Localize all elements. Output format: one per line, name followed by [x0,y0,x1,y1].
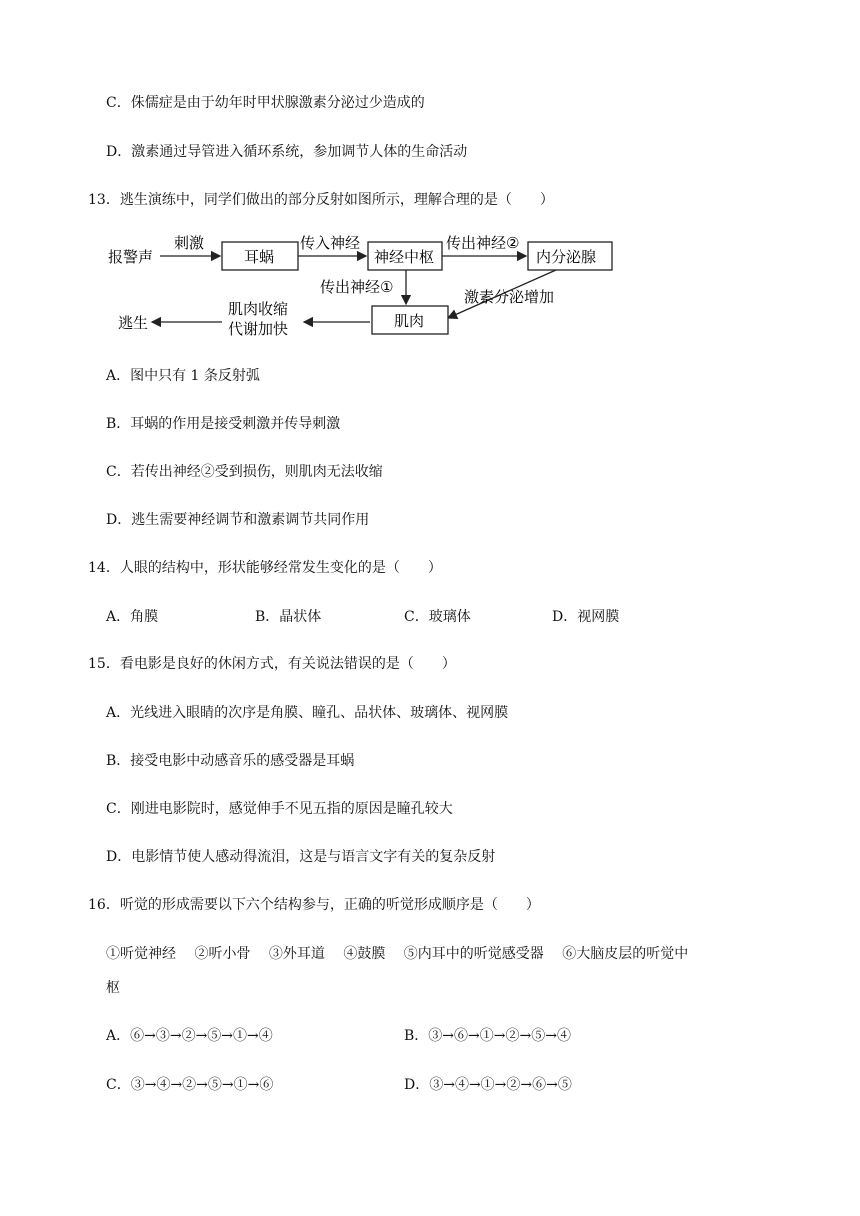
q14-option-c: C．玻璃体 [404,609,471,625]
cochlea-label: 耳蜗 [244,248,275,266]
q14-option-b: B．晶状体 [255,609,322,625]
afferent-label: 传入神经 [300,234,361,252]
q16-items-line1: ①听觉神经 ②听小骨 ③外耳道 ④鼓膜 ⑤内耳中的听觉感受器 ⑥大脑皮层的听觉中 [106,946,689,962]
q15-stem: 15．看电影是良好的休闲方式，有关说法错误的是（ ） [88,656,456,672]
stimulus-label: 刺激 [174,234,205,252]
q13-option-b: B．耳蜗的作用是接受刺激并传导刺激 [106,416,341,432]
endocrine-label: 内分泌腺 [536,248,597,266]
hormone-label: 激素分泌增加 [464,288,555,306]
q14-option-d: D．视网膜 [552,609,620,625]
q15-option-b: B．接受电影中动感音乐的感受器是耳蜗 [106,753,355,769]
q12-option-c: C．侏儒症是由于幼年时甲状腺激素分泌过少造成的 [106,95,425,111]
q13-option-c: C．若传出神经②受到损伤，则肌肉无法收缩 [106,464,383,480]
center-label: 神经中枢 [374,248,435,266]
alarm-label: 报警声 [108,248,154,266]
contract-label-1: 肌肉收缩 [228,300,289,318]
q14-stem: 14．人眼的结构中，形状能够经常发生变化的是（ ） [88,560,442,576]
q16-items-line2: 枢 [106,980,120,996]
q15-option-a: A．光线进入眼睛的次序是角膜、瞳孔、品状体、玻璃体、视网膜 [106,705,509,721]
q16-stem: 16．听觉的形成需要以下六个结构参与，正确的听觉形成顺序是（ ） [88,897,540,913]
efferent1-label: 传出神经① [320,278,394,296]
muscle-label: 肌肉 [394,312,425,330]
efferent2-label: 传出神经② [446,234,520,252]
q14-option-a: A．角膜 [106,609,159,625]
q15-option-d: D．电影情节使人感动得流泪，这是与语言文字有关的复杂反射 [106,849,496,865]
q13-option-a: A．图中只有 1 条反射弧 [106,368,260,384]
q12-option-d: D．激素通过导管进入循环系统，参加调节人体的生命活动 [106,144,468,160]
q13-stem: 13．逃生演练中，同学们做出的部分反射如图所示，理解合理的是（ ） [88,192,554,208]
escape-label: 逃生 [118,314,149,332]
q15-option-c: C．刚进电影院时，感觉伸手不见五指的原因是瞳孔较大 [106,801,453,817]
q13-option-d: D．逃生需要神经调节和激素调节共同作用 [106,512,370,528]
q16-option-c: C．③→④→②→⑤→①→⑥ [106,1077,274,1093]
q16-option-d: D．③→④→①→②→⑥→⑤ [404,1077,572,1093]
contract-label-2: 代谢加快 [228,320,289,338]
q16-option-a: A．⑥→③→②→⑤→①→④ [106,1028,273,1044]
reflex-diagram [104,230,624,340]
q16-option-b: B．③→⑥→①→②→⑤→④ [404,1028,571,1044]
